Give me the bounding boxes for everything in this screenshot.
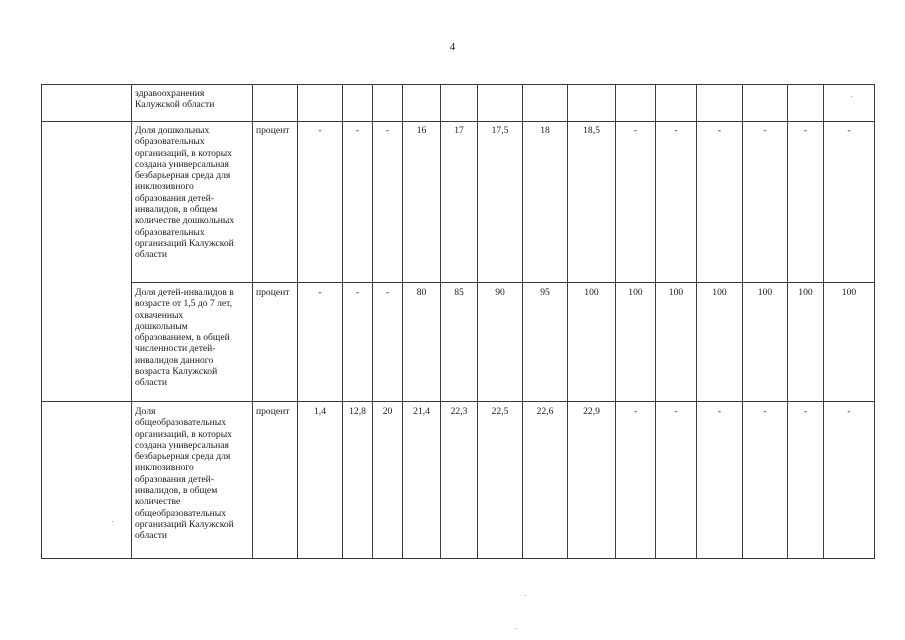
value-cell: - (343, 283, 373, 402)
value-cell (478, 85, 523, 122)
value-cell: - (616, 402, 656, 559)
value-cell: - (298, 122, 343, 283)
value-cell: - (373, 283, 403, 402)
value-cell (298, 85, 343, 122)
value-cell: 1,4 (298, 402, 343, 559)
value-cell: 80 (403, 283, 441, 402)
value-cell: - (373, 122, 403, 283)
table-row (42, 402, 875, 559)
value-cell: 16 (403, 122, 441, 283)
value-cell: - (743, 402, 788, 559)
value-cell: 22,6 (523, 402, 568, 559)
value-cell (697, 85, 743, 122)
table-row (42, 122, 875, 283)
indicator-description: Доля общеобразовательных организаций, в которых создана универсальная безбарьерная среда для инклюзивного образования детей- инвалидов, в общем количестве общеобразовательных организаций Калужской области (132, 402, 253, 559)
indicator-description: Доля дошкольных образовательных организаций, в которых создана универсальная безбарьерная среда для инклюзивного образования детей- инвалидов, в общем количестве дошкольных образовательных организаций Калужской области (132, 122, 253, 283)
value-cell: 21,4 (403, 402, 441, 559)
row-group-cell (42, 402, 132, 559)
unit-cell: процент (253, 283, 298, 402)
value-cell: 18 (523, 122, 568, 283)
unit-cell: процент (253, 402, 298, 559)
value-cell: - (824, 402, 875, 559)
value-cell: - (656, 122, 697, 283)
value-cell: 100 (568, 283, 616, 402)
value-cell: 18,5 (568, 122, 616, 283)
value-cell: - (616, 122, 656, 283)
value-cell: - (824, 122, 875, 283)
value-cell (403, 85, 441, 122)
value-cell: 100 (656, 283, 697, 402)
value-cell: 17 (441, 122, 478, 283)
value-cell: - (743, 122, 788, 283)
value-cell: 85 (441, 283, 478, 402)
value-cell: - (697, 122, 743, 283)
value-cell: 12,8 (343, 402, 373, 559)
value-cell (656, 85, 697, 122)
table-row (42, 283, 875, 402)
value-cell: 100 (697, 283, 743, 402)
indicator-description: здравоохранения Калужской области (132, 85, 253, 122)
value-cell: 20 (373, 402, 403, 559)
value-cell: - (788, 122, 824, 283)
value-cell: 100 (616, 283, 656, 402)
scan-speck (515, 628, 516, 629)
unit-cell (253, 85, 298, 122)
row-group-cell (42, 122, 132, 402)
value-cell: - (298, 283, 343, 402)
indicator-table (41, 84, 875, 559)
value-cell (616, 85, 656, 122)
table-row (42, 85, 875, 122)
value-cell: 22,3 (441, 402, 478, 559)
value-cell: 22,5 (478, 402, 523, 559)
scan-speck (525, 595, 526, 596)
unit-cell: процент (253, 122, 298, 283)
indicator-description: Доля детей-инвалидов в возрасте от 1,5 до 7 лет, охваченных дошкольным образованием, в общей численности детей- инвалидов данного возраста Калужской области (132, 283, 253, 402)
row-group-cell (42, 85, 132, 122)
value-cell: 22,9 (568, 402, 616, 559)
value-cell (373, 85, 403, 122)
page-number: 4 (449, 41, 456, 53)
value-cell: - (343, 122, 373, 283)
value-cell: - (697, 402, 743, 559)
value-cell (441, 85, 478, 122)
value-cell (788, 85, 824, 122)
value-cell: 100 (788, 283, 824, 402)
value-cell: - (788, 402, 824, 559)
value-cell: 17,5 (478, 122, 523, 283)
value-cell: 100 (824, 283, 875, 402)
value-cell: 100 (743, 283, 788, 402)
value-cell (568, 85, 616, 122)
value-cell: - (656, 402, 697, 559)
scan-speck (112, 521, 113, 522)
value-cell: 95 (523, 283, 568, 402)
value-cell (523, 85, 568, 122)
value-cell (824, 85, 875, 122)
value-cell (343, 85, 373, 122)
value-cell (743, 85, 788, 122)
value-cell: 90 (478, 283, 523, 402)
scan-speck (851, 96, 852, 97)
